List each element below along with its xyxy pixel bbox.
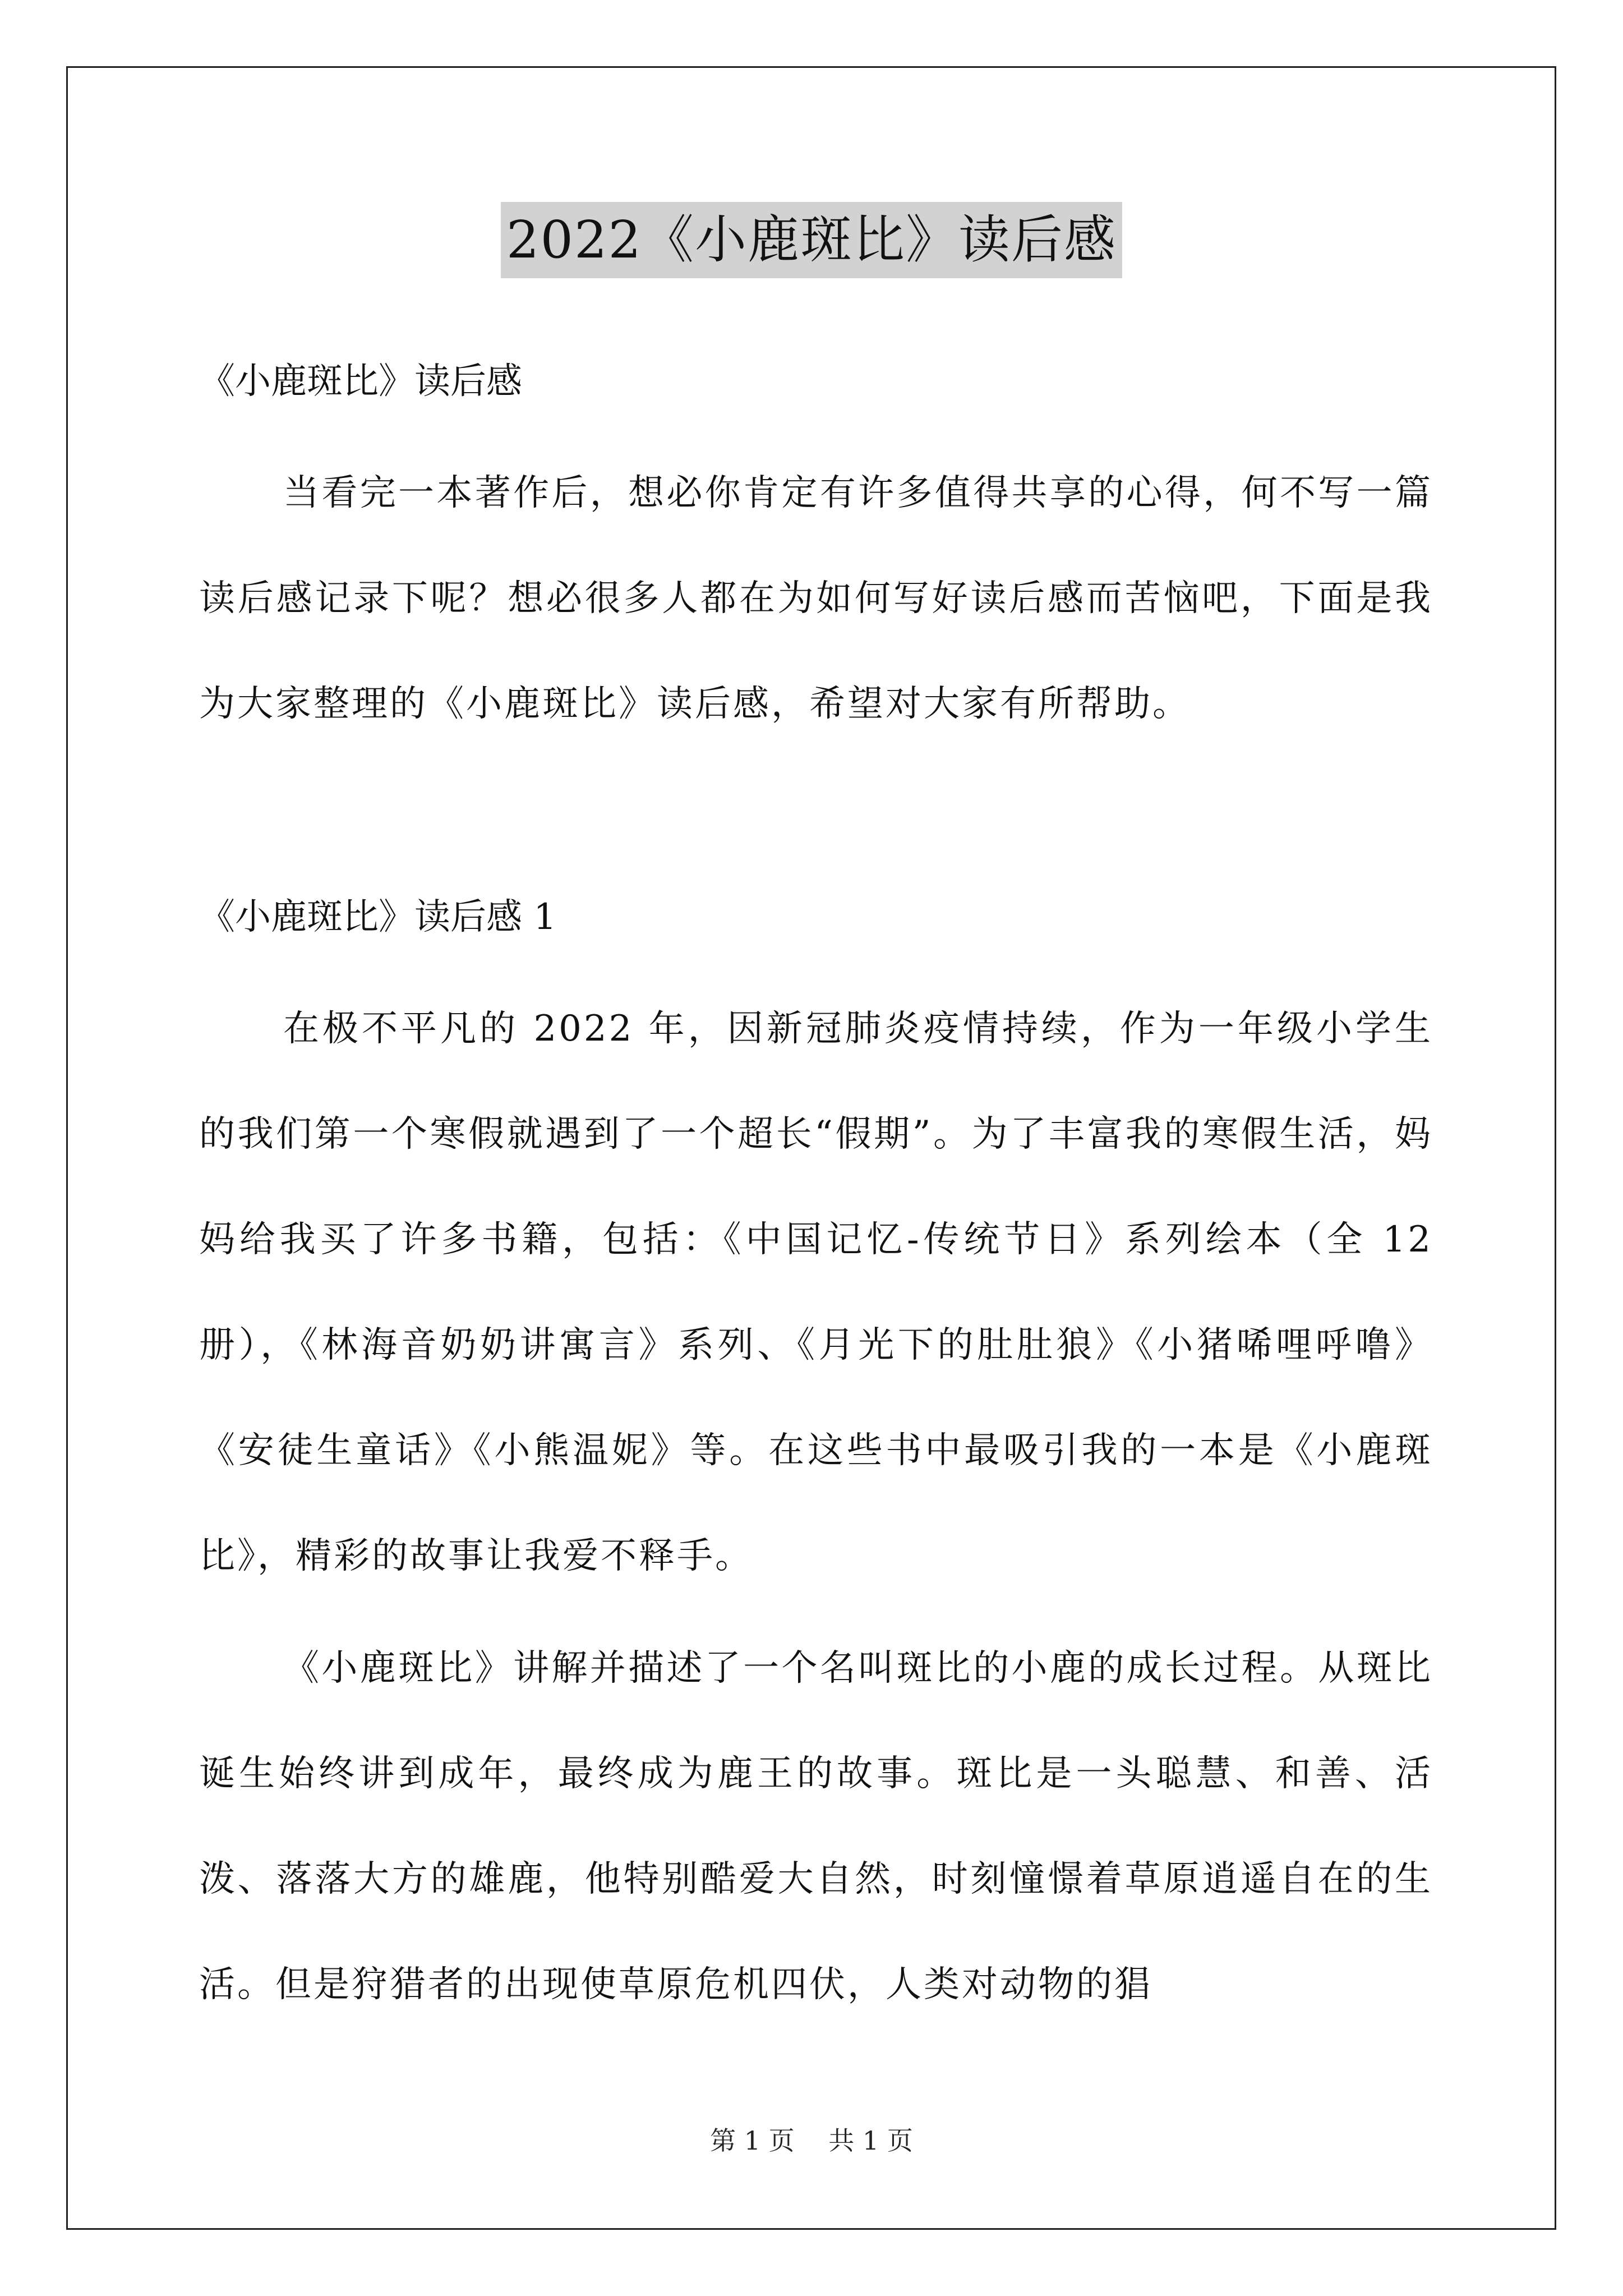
section1-paragraph-2: 《小鹿斑比》讲解并描述了一个名叫斑比的小鹿的成长过程。从斑比诞生始终讲到成年，最终成为鹿王的故事。斑比是一头聪慧、和善、活泼、落落大方的雄鹿，他特别酷爱大自然，时刻憧憬着草原逍遥自在的生活。但是狩猎者的出现使草原危机四伏，人类对动物的猖 xyxy=(199,1648,1433,2005)
section1-heading: 《小鹿斑比》读后感 1 xyxy=(199,896,557,938)
document-title: 2022《小鹿斑比》读后感 xyxy=(501,202,1122,278)
intro-paragraph: 当看完一本著作后，想必你肯定有许多值得共享的心得，何不写一篇读后感记录下呢？想必很多人都在为如何写好读后感而苦恼吧，下面是我为大家整理的《小鹿斑比》读后感，希望对大家有所帮助。 xyxy=(199,472,1433,725)
section1-paragraph-1: 在极不平凡的 2022 年，因新冠肺炎疫情持续，作为一年级小学生的我们第一个寒假就遇到了一个超长“假期”。为了丰富我的寒假生活，妈妈给我买了许多书籍，包括：《中国记忆-传统节日》系列绘本（全 12 册），《林海音奶奶讲寓言》系列、《月光下的肚肚狼》《小猪唏哩呼噜》《安徒生童话》《小熊温妮》等。在这些书中最吸引我的一本是《小鹿斑比》，精彩的故事让我爱不释手。 xyxy=(199,1008,1433,1577)
title-container xyxy=(0,202,1623,278)
document-subtitle: 《小鹿斑比》读后感 xyxy=(199,361,522,402)
page-footer: 第 1 页 共 1 页 xyxy=(710,2125,913,2156)
